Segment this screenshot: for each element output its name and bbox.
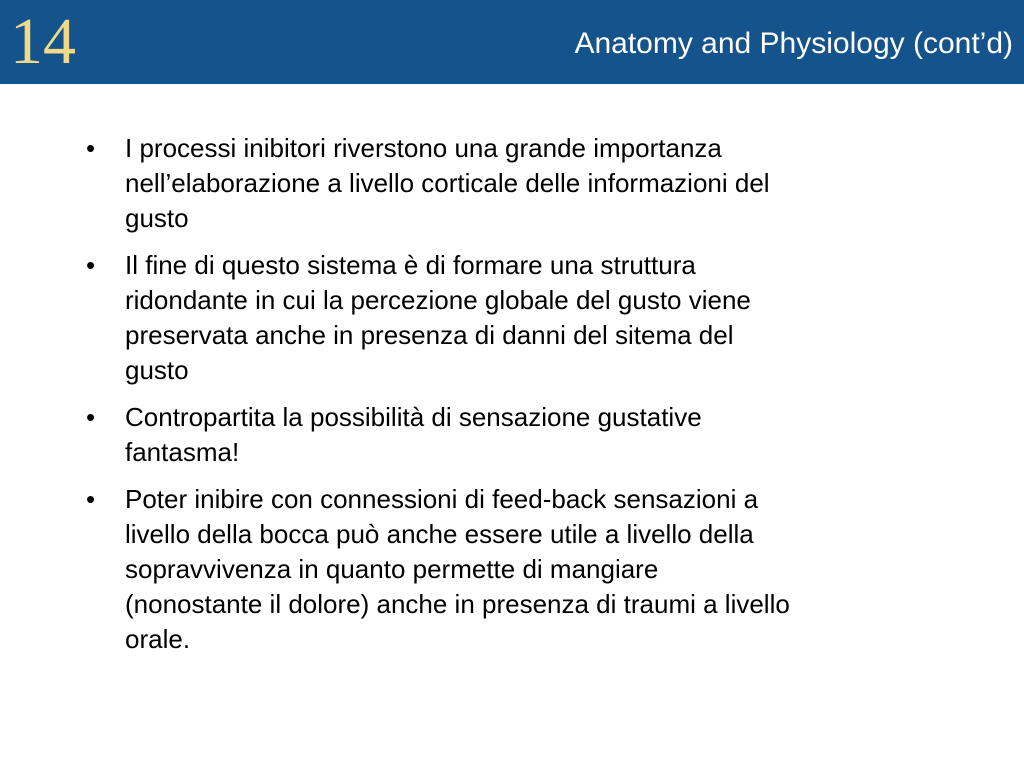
bullet-icon: • bbox=[86, 402, 96, 432]
bullet-line: nell’elaborazione a livello corticale delle informazioni del bbox=[125, 168, 770, 198]
bullet-line: livello della bocca può anche essere utile a livello della bbox=[125, 519, 754, 549]
bullet-item bbox=[82, 400, 942, 470]
slide-title: Anatomy and Physiology (cont’d) bbox=[574, 27, 1013, 60]
bullet-item bbox=[82, 248, 942, 388]
bullet-line: gusto bbox=[125, 203, 189, 233]
bullet-line: (nonostante il dolore) anche in presenza di traumi a livello bbox=[125, 589, 790, 619]
bullet-line: orale. bbox=[125, 624, 191, 654]
header-bar bbox=[0, 0, 1024, 84]
bullet-list bbox=[82, 131, 942, 669]
bullet-icon: • bbox=[86, 250, 96, 280]
bullet-item bbox=[82, 482, 942, 657]
bullet-line: I processi inibitori riverstono una grande importanza bbox=[125, 133, 722, 163]
bullet-item bbox=[82, 131, 942, 236]
chapter-number: 14 bbox=[10, 5, 76, 78]
bullet-line: preservata anche in presenza di danni del sitema del bbox=[125, 320, 734, 350]
bullet-line: gusto bbox=[125, 355, 189, 385]
bullet-line: sopravvivenza in quanto permette di mangiare bbox=[125, 554, 659, 584]
bullet-line: fantasma! bbox=[125, 437, 240, 467]
bullet-line: Poter inibire con connessioni di feed-back sensazioni a bbox=[125, 484, 759, 514]
bullet-line: Il fine di questo sistema è di formare una struttura bbox=[125, 250, 696, 280]
bullet-line: ridondante in cui la percezione globale del gusto viene bbox=[125, 285, 751, 315]
bullet-icon: • bbox=[86, 484, 96, 514]
bullet-icon: • bbox=[86, 133, 96, 163]
bullet-line: Contropartita la possibilità di sensazione gustative bbox=[125, 402, 702, 432]
